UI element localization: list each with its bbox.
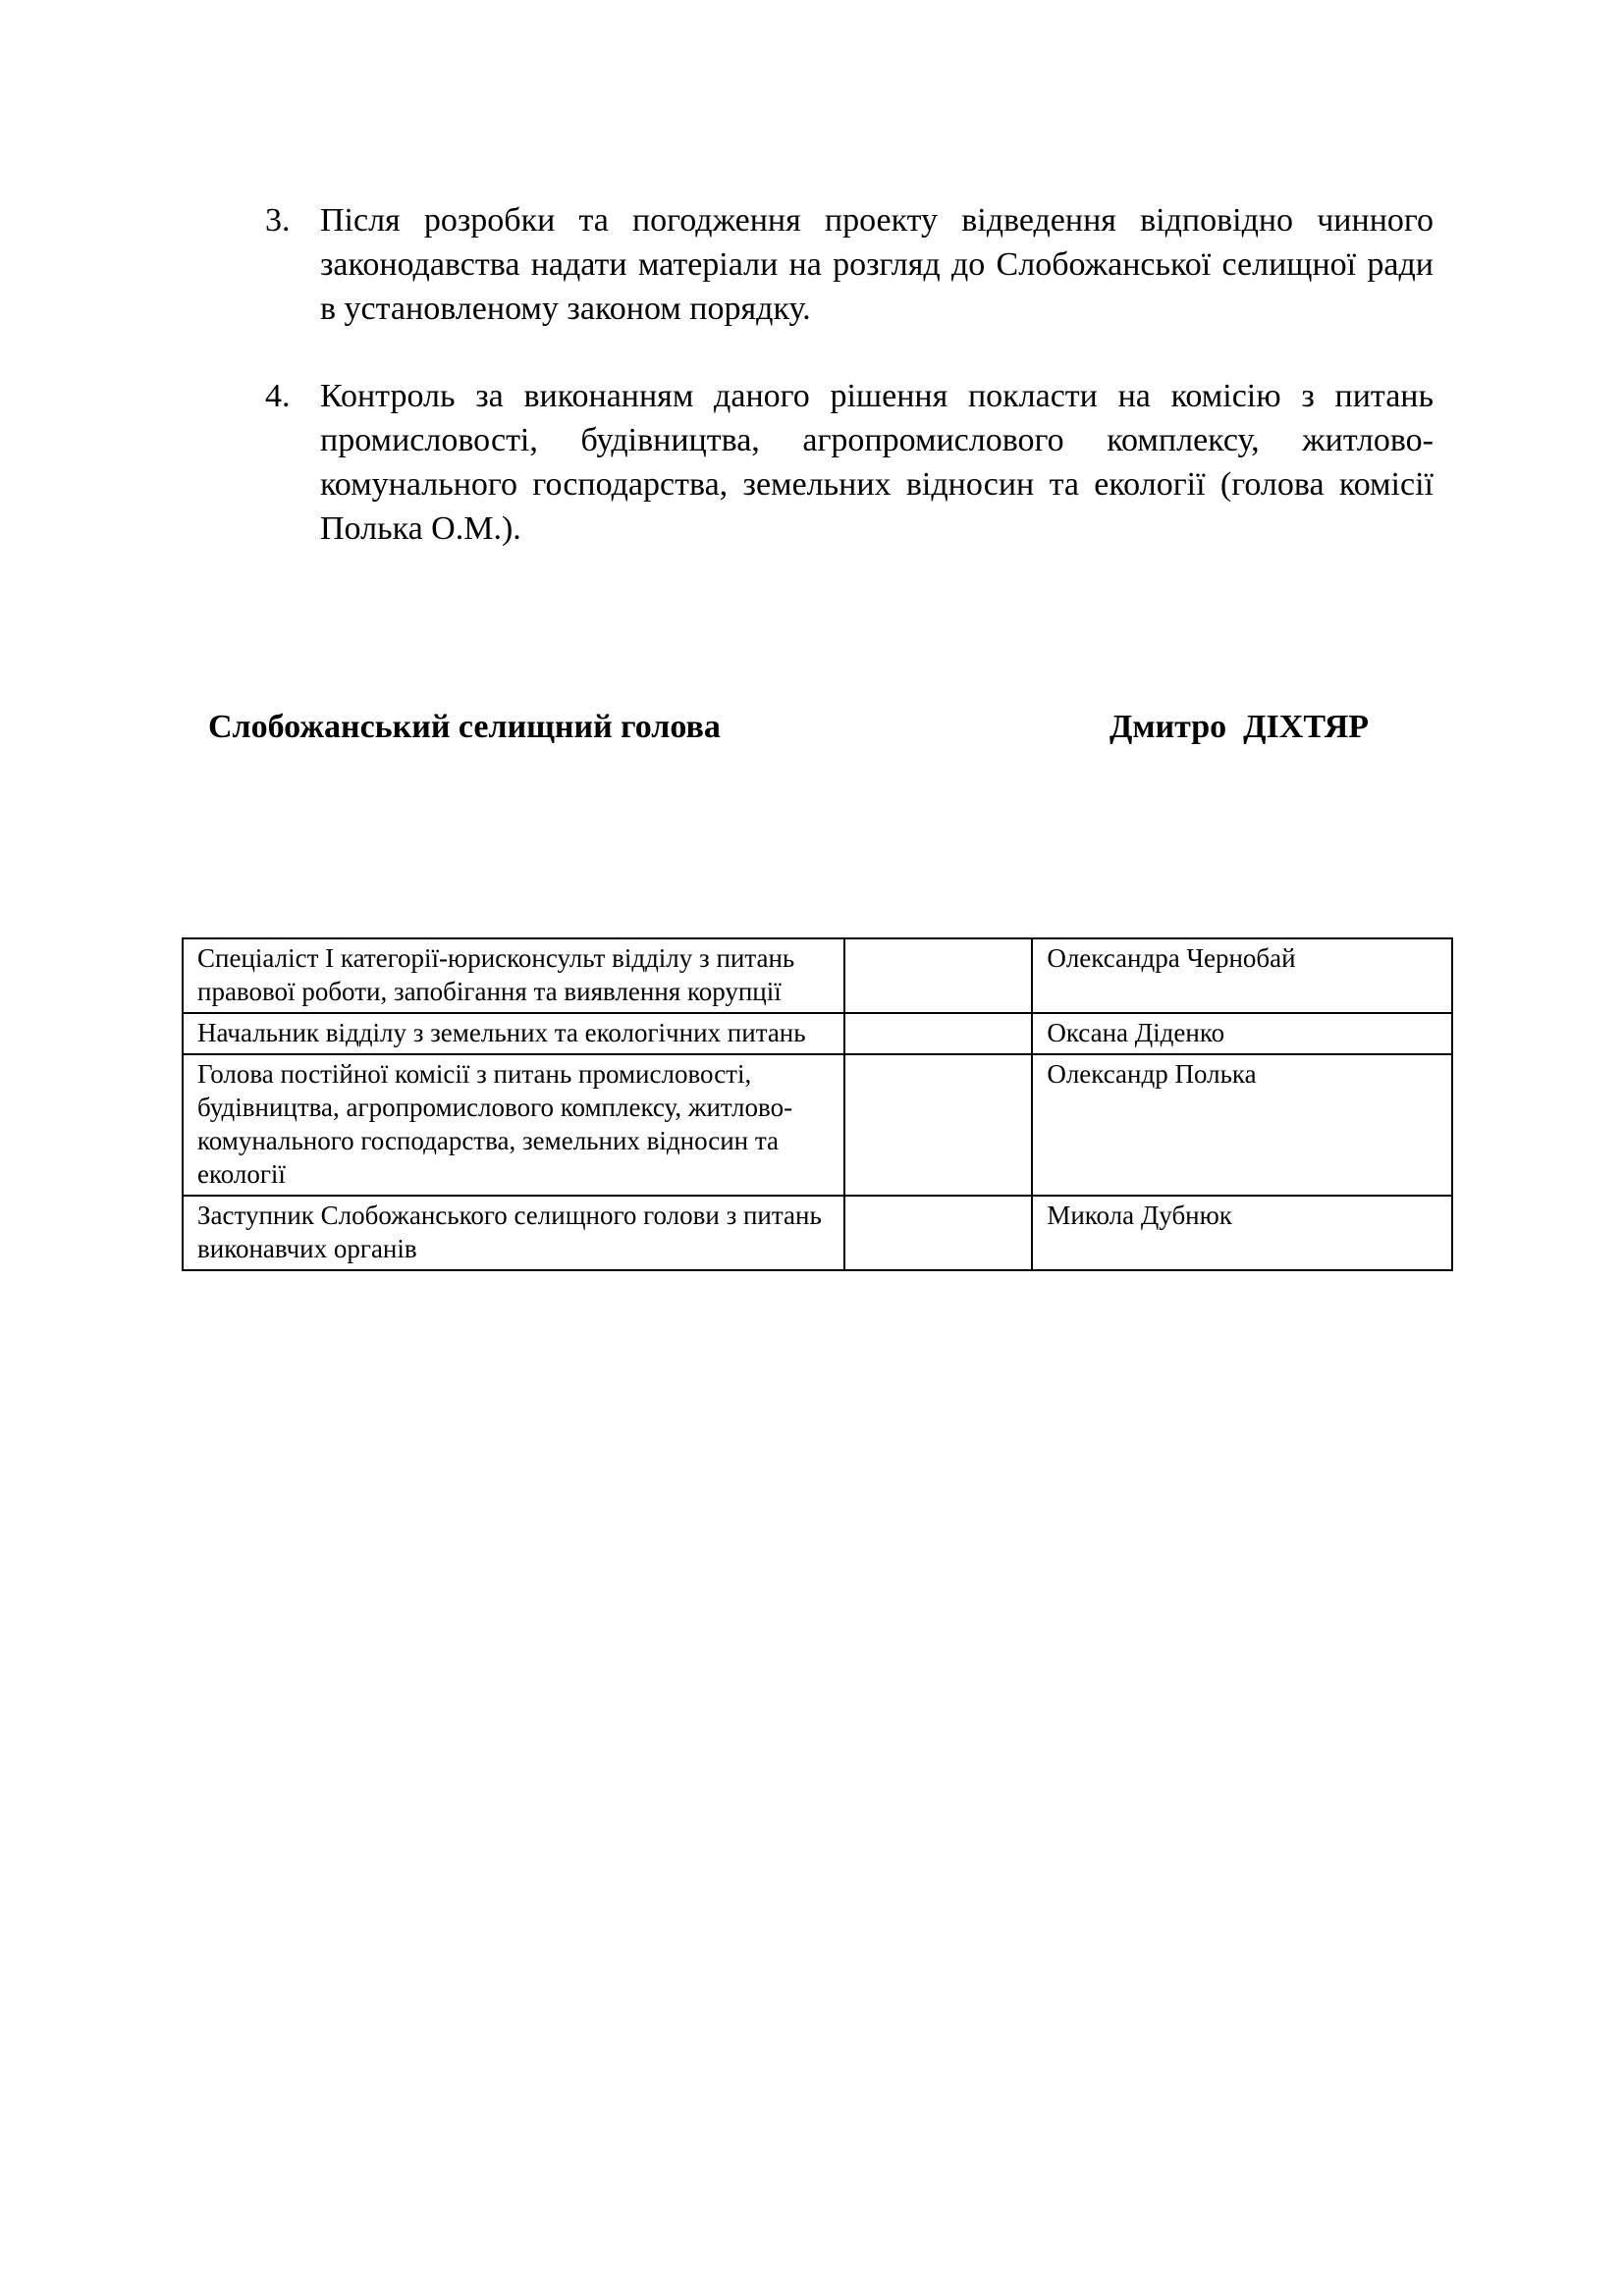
table-row	[183, 1013, 1452, 1054]
table-row	[183, 1054, 1452, 1196]
approval-signature-cell	[844, 1054, 1032, 1196]
item-number: 4.	[265, 378, 291, 414]
table-row	[183, 938, 1452, 1013]
decision-item-4	[265, 374, 1434, 551]
approval-signature-cell	[844, 1013, 1032, 1054]
decision-item-3	[265, 198, 1434, 331]
table-row	[183, 1196, 1452, 1270]
approval-position: Начальник відділу з земельних та екологічних питань	[183, 1013, 844, 1054]
approval-position: Спеціаліст І категорії-юрисконсульт відділу з питань правової роботи, запобігання та виявлення корупції	[183, 938, 844, 1013]
approval-name: Микола Дубнюк	[1032, 1196, 1452, 1270]
approvals-table	[182, 937, 1453, 1271]
item-text: Контроль за виконанням даного рішення покласти на комісію з питань промисловості, будівництва, агропромислового комплексу, житлово-комунального господарства, земельних відносин та екології (голова комісії Полька О.М.).	[320, 378, 1434, 547]
approval-name: Олександр Полька	[1032, 1054, 1452, 1196]
signature-name: Дмитро ДІХТЯР	[1110, 709, 1370, 745]
item-number: 3.	[265, 202, 291, 239]
approval-signature-cell	[844, 1196, 1032, 1270]
approval-name: Олександра Чернобай	[1032, 938, 1452, 1013]
approval-position: Голова постійної комісії з питань промисловості, будівництва, агропромислового комплексу, житлово-комунального господарства, земельних відносин та екології	[183, 1054, 844, 1196]
signature-title: Слобожанський селищний голова	[208, 709, 721, 745]
approval-position: Заступник Слобожанського селищного голови з питань виконавчих органів	[183, 1196, 844, 1270]
item-text: Після розробки та погодження проекту відведення відповідно чинного законодавства надати матеріали на розгляд до Слобожанської селищної ради в установленому законом порядку.	[320, 202, 1434, 327]
approval-signature-cell	[844, 938, 1032, 1013]
approval-name: Оксана Діденко	[1032, 1013, 1452, 1054]
